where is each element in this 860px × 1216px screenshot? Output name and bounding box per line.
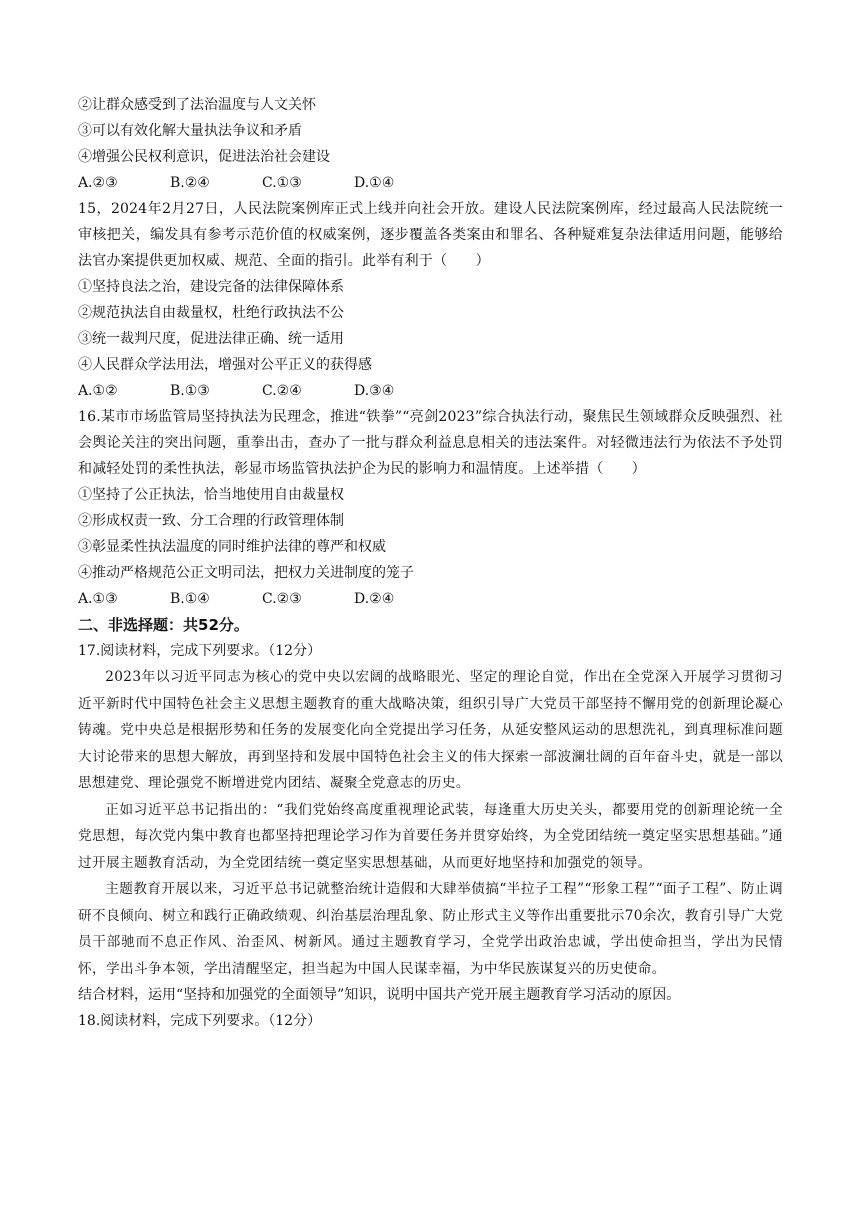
q16-choice-d: D.②④ xyxy=(354,591,395,607)
exam-page xyxy=(78,92,783,1034)
q14-choice-a: A.②③ xyxy=(78,175,118,191)
q14-choice-b: B.②④ xyxy=(170,175,210,191)
question-18 xyxy=(78,1008,783,1034)
q16-option-1: ①坚持了公正执法，恰当地使用自由裁量权 xyxy=(78,487,344,503)
q14-choice-d: D.①④ xyxy=(354,175,395,191)
q17-paragraph: 2023年以习近平同志为核心的党中央以宏阔的战略眼光、坚定的理论自觉，作出在全党深入开展学习贯彻习近平新时代中国特色社会主义思想主题教育的重大战略决策，组织引导广大党员干部坚持不懈用党的创新理论凝心铸魂。党中央总是根据形势和任务的发展变化向全党提出学习任务，从延安整风运动的思想洗礼，到真理标准问题大讨论带来的思想大解放，再到坚持和发展中国特色社会主义的伟大探索一部波澜壮阔的百年奋斗史，就是一部以思想建党、理论强党不断增进党内团结、凝聚全党意志的历史。 xyxy=(78,669,783,791)
q15-choice-d: D.③④ xyxy=(354,383,395,399)
q17-intro: 17.阅读材料，完成下列要求。（12分） xyxy=(78,643,322,659)
q15-choices xyxy=(78,378,783,404)
question-15 xyxy=(78,196,783,404)
q16-choice-b: B.①④ xyxy=(170,591,210,607)
q16-choice-c: C.②③ xyxy=(262,591,302,607)
q14-option-3: ③可以有效化解大量执法争议和矛盾 xyxy=(78,123,302,139)
q16-stem: 16.某市市场监管局坚持执法为民理念，推进“铁拳”“亮剑2023”综合执法行动，聚焦民生领域群众反映强烈、社会舆论关注的突出问题，重拳出击，查办了一批与群众利益息息相关的违法案件。对轻微违法行为依法不予处罚和减轻处罚的柔性执法，彰显市场监管执法护企为民的影响力和温情度。上述举措（ ） xyxy=(78,409,783,477)
q16-option-3: ③彰显柔性执法温度的同时维护法律的尊严和权威 xyxy=(78,539,386,555)
q17-paragraph: 主题教育开展以来，习近平总书记就整治统计造假和大肆举债搞“半拉子工程”“形象工程”“面子工程”、防止调研不良倾向、树立和践行正确政绩观、纠治基层治理乱象、防止形式主义等作出重要批示70余次，教育引导广大党员干部驰而不息正作风、治歪风、树新风。通过主题教育学习，全党学出政治忠诚，学出使命担当，学出为民情怀，学出斗争本领，学出清醒坚定，担当起为中国人民谋幸福，为中华民族谋复兴的历史使命。 xyxy=(78,881,783,977)
q15-option-4: ④人民群众学法用法，增强对公平正义的获得感 xyxy=(78,357,372,373)
q15-choice-c: C.②④ xyxy=(262,383,302,399)
q16-choices xyxy=(78,586,783,612)
q15-option-3: ③统一裁判尺度，促进法律正确、统一适用 xyxy=(78,331,344,347)
q14-choice-c: C.①③ xyxy=(262,175,302,191)
q14-option-4: ④增强公民权利意识，促进法治社会建设 xyxy=(78,149,330,165)
q16-option-4: ④推动严格规范公正文明司法，把权力关进制度的笼子 xyxy=(78,565,414,581)
q14-choices xyxy=(78,170,783,196)
question-17 xyxy=(78,638,783,1008)
q17-question: 结合材料，运用“坚持和加强党的全面领导”知识，说明中国共产党开展主题教育学习活动的原因。 xyxy=(78,987,681,1003)
q16-choice-a: A.①③ xyxy=(78,591,118,607)
q17-paragraph: 正如习近平总书记指出的：“我们党始终高度重视理论武装，每逢重大历史关头，都要用党的创新理论统一全党思想，每次党内集中教育也都坚持把理论学习作为首要任务并贯穿始终，为全党团结统一奠定坚实思想基础。”通过开展主题教育活动，为全党团结统一奠定坚实思想基础，从而更好地坚持和加强党的领导。 xyxy=(78,801,783,871)
q14-option-2: ②让群众感受到了法治温度与人文关怀 xyxy=(78,97,316,113)
question-14-tail xyxy=(78,92,783,196)
section-2-heading: 二、非选择题：共52分。 xyxy=(78,616,249,634)
q15-option-1: ①坚持良法之治，建设完备的法律保障体系 xyxy=(78,279,344,295)
q18-intro: 18.阅读材料，完成下列要求。（12分） xyxy=(78,1013,322,1029)
q15-choice-b: B.①③ xyxy=(170,383,210,399)
q15-choice-a: A.①② xyxy=(78,383,118,399)
q15-option-2: ②规范执法自由裁量权，杜绝行政执法不公 xyxy=(78,305,344,321)
question-16 xyxy=(78,404,783,612)
q15-stem: 15，2024年2月27日，人民法院案例库正式上线并向社会开放。建设人民法院案例库，经过最高人民法院统一审核把关，编发具有参考示范价值的权威案例，逐步覆盖各类案由和罪名、各种疑难复杂法律适用问题，能够给法官办案提供更加权威、规范、全面的指引。此举有利于（ ） xyxy=(78,201,783,269)
q16-option-2: ②形成权责一致、分工合理的行政管理体制 xyxy=(78,513,344,529)
